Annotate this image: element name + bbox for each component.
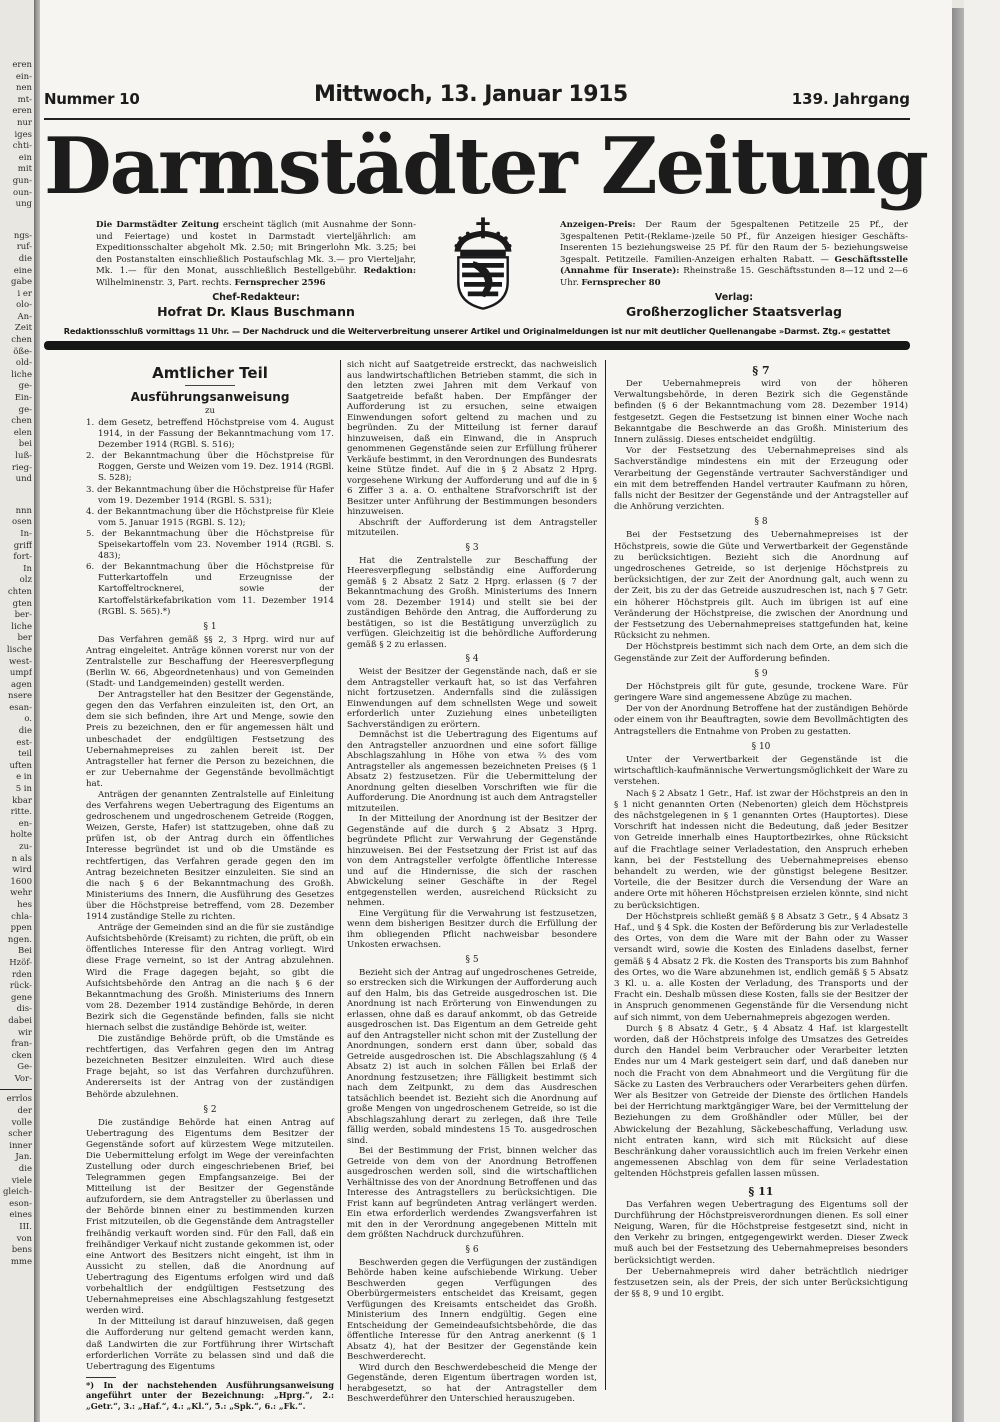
fragment-line: errlos <box>6 1094 32 1105</box>
column-3 <box>614 360 908 1300</box>
fragment-line: die <box>18 1164 32 1175</box>
imprint-label: Die Darmstädter Zeitung <box>96 220 219 230</box>
section-title: Amtlicher Teil <box>152 364 268 382</box>
reference-item: 2. der Bekanntmachung über die Höchstpreise für Roggen, Gerste und Weizen vom 19. Dez. 1914 (RGBl. S. 528); <box>86 451 334 484</box>
fragment-line: uften <box>9 760 32 771</box>
imprint-text: erscheint täglich (mit Ausnahme der Sonn- und Feiertage) und kostet in Darmstadt vierteljährlich: am Expeditionsschalter abgeholt Mk. 2.50; mit Bringerlohn Mk. 3.25; bei den Postanstalten einschließlich Postaufschlag Mk. 3.— pro Vierteljahr, Mk. 1.— für den Monat, ausschließlich Bestellgebühr. <box>96 220 416 276</box>
fragment-line: Jan. <box>15 1152 32 1163</box>
fragment-line: griff <box>13 540 32 551</box>
paragraph: Bei der Festsetzung des Uebernahmepreises ist der Höchstpreis, sowie die Güte und Verwertbarkeit der Gegenstände zu berücksichtigen. Bezieht sich die Anordnung auf ungedroschenes Getreide, so ist derjenige Höchstpreis zu berücksichtigen, der zur Zeit der Anordnung galt, auch wenn zu der Zeit, bis zu der das Getreide auszudreschen ist, nach § 7 Getr. ein höherer Höchstpreis gilt. Auch im übrigen ist auf eine Veränderung der Höchstpreise, die zwischen der Anordnung und der Festsetzung des Uebernahmepreises stattgefunden hat, keine Rücksicht zu nehmen. <box>614 530 908 642</box>
fragment-line: olo- <box>16 300 32 311</box>
fragment-line: eren <box>12 60 32 70</box>
fragment-line: scher <box>8 1129 32 1140</box>
advertising-info <box>560 220 908 289</box>
fragment-line: lische <box>6 644 32 655</box>
fragment-line: nur <box>16 117 32 128</box>
fragment-line: Ein- <box>14 393 32 404</box>
fragment-line: die <box>18 726 32 737</box>
publisher-role: Verlag: <box>714 292 754 303</box>
imprint-text: Wilhelminenstr. 3, Part. rechts. <box>96 277 235 288</box>
publisher-name: Großherzoglicher Staatsverlag <box>626 304 842 319</box>
paragraph: Der von der Anordnung Betroffene hat der zuständigen Behörde oder einem von ihr Beauftragten, sowie dem Bevollmächtigten des Antragstellers die Entnahme von Proben zu gestatten. <box>614 704 908 737</box>
paragraph: In der Mitteilung der Anordnung ist der Besitzer der Gegenstände auf die durch § 2 Absatz 3 Hprg. begründete Pflicht zur Verwahrung der Gegenstände hinzuweisen. Bei der Festsetzung der Frist ist auf das von dem Antragsteller verfolgte öffentliche Interesse und auf die Hindernisse, die sich der raschen Abwickelung seiner Geschäfte in der Regel entgegenstellen werden, ausreichend Rücksicht zu nehmen. <box>347 814 597 908</box>
fragment-line: ngen. <box>7 934 32 945</box>
masthead-rule <box>44 118 910 120</box>
paragraph: Das Verfahren wegen Uebertragung des Eigentums soll der Durchführung der Höchstpreisverordnungen dienen. Es soll einer Neigung, Waren, für die Höchstpreise festgesetzt sind, nicht in den Verkehr zu bringen, entgegengewirkt werden. Dieser Zweck muß auch bei der Festsetzung des Uebernahmepreises besonders berücksichtigt werden. <box>614 1199 908 1266</box>
fragment-line: eines <box>9 1210 32 1221</box>
fragment-line: 5 in <box>15 784 32 795</box>
paragraph: Bezieht sich der Antrag auf ungedroschenes Getreide, so erstrecken sich die Wirkungen der Aufforderung auch auf den Halm, bis das Getreide ausgedroschen ist. Die Anordnung ist nach Erörterung von Einwendungen zu erlassen, ohne daß es darauf ankommt, ob das Getreide ausgedroschen ist. Das Eigentum an dem Getreide geht auf den Antragsteller nicht schon mit der Zustellung der Anordnungen, sondern erst dann über, sobald das Getreide ausgedroschen ist. Die Abschlagszahlung (§ 4 Absatz 2) ist auch in solchen Fällen bei Erlaß der Anordnung festzusetzen; ihre Fälligkeit bestimmt sich nach dem Zeitpunkt, zu dem das Ausdreschen tatsächlich beendet ist. Bezieht sich die Anordnung auf große Mengen von ungedroschenem Getreide, so ist die Abschlagszahlung derart zu zerlegen, daß ihre Teile fällig werden, sobald mindestens 15 To. ausgedroschen sind. <box>347 967 597 1146</box>
paragraph: Der Höchstpreis gilt für gute, gesunde, trockene Ware. Für geringere Ware sind angemessene Abzüge zu machen. <box>614 681 908 704</box>
fragment-line: chen <box>11 416 32 427</box>
fragment-line: est- <box>16 737 32 748</box>
fragment-line: eine <box>13 265 32 276</box>
column-2 <box>347 360 597 1405</box>
paragraph-heading: § 10 <box>751 741 771 752</box>
paragraph: Beschwerden gegen die Verfügungen der zuständigen Behörde haben keine aufschiebende Wirkung. Ueber Beschwerden gegen Verfügungen des Oberbürgermeisters entscheidet das Kreisamt, gegen Verfügungen des Kreisamts entscheidet das Großh. Ministerium des Innern endgültig. Gegen eine Entscheidung der Gemeindeaufsichtsbehörde, die das öffentliche Interesse für den Antrag anerkennt (§ 1 Absatz 4), hat der Besitzer der Gegenstände kein Beschwerderecht. <box>347 1257 597 1362</box>
fragment-line: rden <box>11 969 32 980</box>
volume-year: 139. Jahrgang <box>791 90 910 108</box>
title-divider <box>185 385 235 386</box>
fragment-line: Hzöf- <box>9 957 32 968</box>
paragraph: Der Antragsteller hat den Besitzer der Gegenstände, gegen den das Verfahren einzuleiten ist, den Ort, an dem sie sich befinden, ihre Art und Menge, sowie den Preis zu bezeichnen, den er für angemessen hält und unbeschadet der endgültigen Festsetzung des Uebernahmepreises zu zahlen bereit ist. Der Antragsteller hat ferner die Person zu bezeichnen, die er zur Uebernahme der Gegenstände bevollmächtigt hat. <box>86 690 334 789</box>
fragment-line: gene <box>11 992 32 1003</box>
fragment-line: olz <box>19 575 32 586</box>
fragment-line: wehr <box>10 888 32 899</box>
fragment-line: rieg- <box>11 462 32 473</box>
paragraph: Eine Vergütung für die Verwahrung ist festzusetzen, wenn dem bisherigen Besitzer durch die Erfüllung der ihm obliegenden Pflicht nachweisbar besondere Unkosten erwachsen. <box>347 908 597 950</box>
fragment-line: eren <box>12 106 32 117</box>
fragment-line: gun- <box>12 175 32 186</box>
hessian-coat-of-arms-icon <box>445 215 521 311</box>
fragment-line: Ge- <box>17 1062 32 1073</box>
issue-date: Mittwoch, 13. Januar 1915 <box>314 82 628 107</box>
fragment-line: bei <box>18 439 32 450</box>
fragment-line: elen <box>13 427 32 438</box>
fragment-line: iges <box>14 129 32 140</box>
article-heading-zu: zu <box>204 406 216 416</box>
paragraph: Durch § 8 Absatz 4 Getr., § 4 Absatz 4 Haf. ist klargestellt worden, daß der Höchstpreis infolge des Umsatzes des Getreides durch den Handel beim Verbraucher oder Verarbeiter letzten Endes nur um 4 Mark gesteigert sein darf, und daß daneben nur noch die Fracht von dem Abnahmeort und die Vergütung für die Säcke zu Lasten des Verbrauchers oder Verarbeiters gehen dürfen. Wer als Besitzer von Getreide der Dienste des örtlichen Handels bei der Herrichtung marktgängiger Ware, bei der Vermittelung der Beziehungen zu dem Großhändler oder Müller, bei der Abwickelung der Bezahlung, Säckebeschaffung, Verladung usw. nicht entraten kann, wird sich mit Rücksicht auf diese Beschränkung daher voraussichtlich auch im freien Verkehr einen angemessenen Abschlag von dem für seine Verladestation geltenden Höchstpreis gefallen lassen müssen. <box>614 1023 908 1180</box>
imprint-label: Redaktion: <box>363 266 416 276</box>
fragment-line: fort- <box>13 552 32 563</box>
fragment-line: der <box>17 1106 32 1117</box>
fragment-line: volle <box>11 1117 32 1128</box>
header-thick-rule <box>44 341 910 350</box>
paragraph: Abschrift der Aufforderung ist dem Antragsteller mitzuteilen. <box>347 517 597 538</box>
fragment-line: wir <box>17 1027 32 1038</box>
fragment-line: nsere <box>8 691 32 702</box>
fragment-line: chti- <box>12 141 32 152</box>
paragraph: Bei der Bestimmung der Frist, binnen welcher das Getreide von dem von der Anordnung Betroffenen ausgedroschen werden soll, sind die wirtschaftlichen Verhältnisse des von der Anordnung Betroffenen und das Interesse des Antragstellers zu berücksichtigen. Die Frist kann auf begründeten Antrag verlängert werden. Ein etwa erforderlich werdendes Zwangsverfahren ist mit den in der Verordnung angegebenen Mitteln mit dem größten Nachdruck durchzuführen. <box>347 1146 597 1240</box>
fragment-line: esan- <box>9 702 32 713</box>
fragment-line: An- <box>17 311 32 322</box>
paragraph: Nach § 2 Absatz 1 Getr., Haf. ist zwar der Höchstpreis an den in § 1 nicht genannten Orten (Nebenorten) gleich dem Höchstpreis des nächstgelegenen in § 1 genannten Ortes (Hauptortes). Diese Vorschrift hat indessen nicht die Bedeutung, daß jeder Besitzer von Getreide innerhalb eines Hauptortbezirkes, ohne Rücksicht auf die Frachtlage seiner Verladestation, den Anspruch erheben kann, bei der Feststellung des Uebernahmepreises ebenso behandelt zu werden, wie der günstigst belegene Besitzer. Vorteile, die der Besitzer durch die Versendung der Ware an andere Orte mit höheren Höchstpreisen erzielen könnte, sind nicht zu berücksichtigen. <box>614 788 908 911</box>
paragraph-heading: § 9 <box>754 668 768 679</box>
fragment-line: n als <box>11 853 32 864</box>
masthead-top-line <box>44 82 910 116</box>
imprint-text: Der Raum der 5gespaltenen Petitzeile 25 Pf., der 3gespaltenen Petit-(Reklame-)zeile 50 Pf., für Anzeigen hiesiger Geschäfts-Inserenten 15 beziehungsweise 25 Pf. für den Raum der 5- beziehungsweise 3gespalt. Petitzeile. Familien-Anzeigen erhalten Rabatt. — <box>560 220 908 265</box>
paragraph-heading: § 2 <box>203 1104 217 1115</box>
paragraph: Das Verfahren gemäß §§ 2, 3 Hprg. wird nur auf Antrag eingeleitet. Anträge können vorerst nur von der Zentralstelle zur Beschaffung der Heeresverpflegung (Berlin W. 66, Abgeordnetenhaus) und von Gemeinden (Stadt- und Landgemeinden) gestellt werden. <box>86 634 334 690</box>
paragraph-heading: § 6 <box>465 1244 479 1255</box>
fragment-line: inner <box>9 1140 32 1151</box>
fragment-line: ppen <box>10 923 32 934</box>
reference-item: 3. der Bekanntmachung über die Höchstpreise für Hafer vom 19. Dezember 1914 (RGBl. S. 531); <box>86 484 334 506</box>
paragraph: Anträgen der genannten Zentralstelle auf Einleitung des Verfahrens wegen Uebertragung des Eigentums an gedroschenem und ungedroschenem Getreide (Roggen, Weizen, Gerste, Hafer) ist stattzugeben, ohne daß zu prüfen ist, ob der Antrag durch ein öffentliches Interesse begründet ist und ob die Umstände es rechtfertigen, das Verfahren gerade gegen den im Antrag bezeichneten Besitzer einzuleiten. Sie sind an die nach § 6 der Bekanntmachung des Großh. Ministeriums des Innern, die Ausführung des Gesetzes über die Höchstpreise betreffend, vom 28. Dezember 1914 zuständige Stelle zu richten. <box>86 790 334 923</box>
fragment-line: ein- <box>15 71 32 82</box>
paragraph: Die zuständige Behörde prüft, ob die Umstände es rechtfertigen, das Verfahren gegen den im Antrag bezeichneten Besitzer einzuleiten. Wird auch diese Frage bejaht, so ist das Verfahren durchzuführen. Andererseits ist der Antrag von der zuständigen Behörde abzulehnen. <box>86 1034 334 1100</box>
paragraph-heading: § 11 <box>748 1184 774 1198</box>
fragment-line: In <box>23 563 32 574</box>
fragment-line: teil <box>18 749 32 760</box>
fragment-line: ber <box>17 633 32 644</box>
imprint-label: Anzeigen-Preis: <box>560 220 636 230</box>
paragraph: Der Höchstpreis bestimmt sich nach dem Orte, an dem sich die Gegenstände zur Zeit der Aufforderung befinden. <box>614 642 908 664</box>
fragment-line: luß- <box>15 451 32 461</box>
fragment-line: mit <box>17 164 32 175</box>
paragraph: Der Höchstpreis schließt gemäß § 8 Absatz 3 Getr., § 4 Absatz 3 Haf., und § 4 Spk. die Kosten der Beförderung bis zur Verladestelle des Ortes, von dem die Ware mit der Bahn oder zu Wasser versandt wird, sowie die Kosten des Einladens daselbst, ferner gemäß § 4 Absatz 2 Fk. die Kosten des Transports bis zum Bahnhof des Ortes, wo die Ware abzunehmen ist, endlich gemäß § 5 Absatz 3 Kl. u. a. alle Kosten der Verladung, des Transports und der Fracht ein. Deshalb müssen diese Kosten, falls sie der Besitzer der in Anspruch genommenen Gegenstände für die Versendung nicht auf sich nimmt, von dem Uebernahmepreis abgezogen werden. <box>614 911 908 1023</box>
fragment-line: ngs- <box>13 230 32 241</box>
subscription-info <box>96 220 416 289</box>
fragment-line: nen <box>16 83 32 94</box>
fragment-line: eson- <box>9 1198 32 1209</box>
fragment-line: cken <box>11 1050 32 1061</box>
fragment-line: oun- <box>13 187 32 198</box>
imprint-label: Geschäftsstelle (Annahme für Inserate): <box>560 254 908 276</box>
fragment-line: öße- <box>13 346 32 357</box>
fragment-line: en- <box>18 818 32 829</box>
paragraph: Wird durch den Beschwerdebescheid die Menge der Gegenstände, deren Eigentum übertragen worden ist, herabgesetzt, so hat der Antragsteller dem Beschwerdeführer den Unterschied herauszugeben. <box>347 1362 597 1404</box>
editor-role: Chef-Redakteur: <box>212 292 300 303</box>
paragraph-heading: § 1 <box>203 621 217 632</box>
editorial-notice: Redaktionsschluß vormittags 11 Uhr. — Der Nachdruck und die Weiterverbreitung unserer Artikel und Originalmeldungen ist nur mit deutlicher Quellenangabe »Darmst. Ztg.« gestattet <box>63 326 891 336</box>
fragment-line: ruf- <box>16 242 32 253</box>
fragment-line: ge- <box>18 404 32 415</box>
publisher-block <box>560 292 908 319</box>
paragraph: Vor der Festsetzung des Uebernahmepreises sind als Sachverständige mindestens ein mit der Erzeugung oder Verarbeitung der Gegenstände vertrauter Sachverständiger und ein mit dem betreffenden Handel vertrauter Kaufmann zu hören, falls nicht der Besitzer der Gegenstände und der Antragsteller auf die Anhörung verzichten. <box>614 446 908 513</box>
paragraph: Anträge der Gemeinden sind an die für sie zuständige Aufsichtsbehörde (Kreisamt) zu richten, die prüft, ob ein öffentliches Interesse für den Antrag vorliegt. Wird diese Frage verneint, so ist der Antrag abzulehnen. Wird die Frage dagegen bejaht, so gibt die Aufsichtsbehörde den Antrag an die nach § 6 der Bekanntmachung des Großh. Ministeriums des Innern vom 28. Dezember 1914 zuständige Behörde, in deren Bezirk sich die Gegenstände befinden, falls sie nicht hiernach selbst die zuständige Behörde ist, weiter. <box>86 923 334 1033</box>
fragment-line: Vor- <box>14 1073 32 1084</box>
paragraph: In der Mitteilung ist darauf hinzuweisen, daß gegen die Aufforderung nur geltend gemacht werden kann, daß Landwirten die zur Fortführung ihrer Wirtschaft erforderlichen Vorräte zu belassen sind und daß die Uebertragung des Eigentums <box>86 1317 334 1372</box>
fragment-line: mt- <box>17 94 32 105</box>
editor-block <box>96 292 416 319</box>
fragment-line: Zeit <box>14 323 32 334</box>
fragment-line: Bei <box>18 946 32 957</box>
paragraph: Der Uebernahmepreis wird von der höheren Verwaltungsbehörde, in deren Bezirk sich die Gegenstände befinden (§ 6 der Bekanntmachung vom 28. Dezember 1914) festgesetzt. Gegen die Festsetzung ist binnen einer Woche nach Bekanntgabe die Beschwerde an das Großh. Ministerium des Innern zulässig. Dieses entscheidet endgültig. <box>614 379 908 446</box>
paragraph: Weist der Besitzer der Gegenstände nach, daß er sie dem Antragsteller verkauft hat, so ist das Verfahren nicht fortzusetzen. Andernfalls sind die zulässigen Einwendungen auf dem schnellsten Wege und soweit erforderlich unter Zuziehung eines unbeteiligten Sachverständigen zu erörtern. <box>347 667 597 730</box>
fragment-line: old- <box>15 358 32 369</box>
fragment-line: hes <box>17 899 32 910</box>
page-edge <box>952 8 964 1422</box>
fragment-line: agen <box>10 679 32 690</box>
fragment-line: mme <box>10 1256 32 1267</box>
fragment-line: ritte. <box>10 807 32 818</box>
fragment-line: wird <box>12 865 32 876</box>
footnote: *) In der nachstehenden Ausführungsanweisung angeführt unter der Bezeichnung: „Hprg.“, 2.: „Getr.“, 3.: „Haf.“, 4.: „Kl.“, 5.: „Spk.“, 6.: „Fk.“. <box>86 1379 334 1411</box>
fragment-line: kbar <box>12 795 32 806</box>
fragment-line: 1600 <box>10 876 32 887</box>
fragment-line: fran- <box>11 1039 32 1050</box>
reference-item: 5. der Bekanntmachung über die Höchstpreise für Speisekartoffeln vom 23. November 1914 (RGBl. S. 483); <box>86 528 334 562</box>
previous-page-fragment <box>0 60 32 1268</box>
fragment-line: rück- <box>9 981 32 992</box>
paragraph-heading: § 4 <box>465 654 479 664</box>
paragraph: Die zuständige Behörde hat einen Antrag auf Uebertragung des Eigentums dem Besitzer der Gegenstände sofort auf kürzestem Wege mitzuteilen. Die Uebermittelung erfolgt im Wege der vereinfachten Zustellung oder durch eingeschriebenen Brief, bei Telegrammen gegen Empfangsanzeige. Bei der Mitteilung ist der Besitzer der Gegenstände aufzufordern, sie dem Antragsteller zu überlassen und der Behörde binnen einer zu bestimmenden kurzen Frist mitzuteilen, ob die Gegenstände dem Antragsteller freihändig verkauft worden sind. Für den Fall, daß ein freihändiger Verkauf nicht zustande gekommen ist, oder eine Antwort des Besitzers nicht eingeht, ist ihm in Aussicht zu stellen, daß die Anordnung auf Uebertragung des Eigentums erfolgen wird und daß vorbehaltlich der endgültigen Festsetzung des Uebernahmepreises eine Abschlagszahlung festgesetzt werden wird. <box>86 1117 334 1317</box>
imprint-text: Rheinstraße 15. Geschäftsstunden 8—12 und 2—6 Uhr. <box>560 266 908 288</box>
page-margin <box>964 0 1000 1422</box>
reference-item: 4. der Bekanntmachung über die Höchstpreise für Kleie vom 5. Januar 1915 (RGBl. S. 12); <box>86 506 334 528</box>
fragment-line: ung <box>15 199 32 210</box>
paragraph-heading: § 3 <box>465 542 479 553</box>
column-1 <box>86 360 334 1411</box>
fragment-line: die <box>18 253 32 264</box>
column-rule <box>340 360 341 1390</box>
fragment-line: dabei <box>8 1015 32 1026</box>
paragraph: Demnächst ist die Uebertragung des Eigentums auf den Antragsteller anzuordnen und eine sofort fällige Abschlagszahlung in Höhe von etwa ⅔ des vom Antragsteller als angemessen bezeichneten Preises (§ 1 Absatz 2) festzusetzen. Für die Uebermittelung der Anordnung gelten dieselben Vorschriften wie für die Aufforderung. Die Anordnung ist auch dem Antragsteller mitzuteilen. <box>347 730 597 814</box>
fragment-line: chla- <box>11 911 32 922</box>
fragment-line: und <box>15 474 32 485</box>
fragment-line: o. <box>24 714 32 725</box>
reference-item: 6. der Bekanntmachung über die Höchstpreise für Futterkartoffeln und Erzeugnisse der Kartoffeltrocknerei, sowie der Kartoffelstärkefabrikation vom 11. Dezember 1914 (RGBl. S. 565).*) <box>86 562 334 617</box>
paragraph: Hat die Zentralstelle zur Beschaffung der Heeresverpflegung selbständig eine Aufforderung gemäß § 2 Absatz 2 Satz 2 Hprg. erlassen (§ 7 der Bekanntmachung des Großh. Ministeriums des Innern vom 28. Dezember 1914) und stellt sie bei der zuständigen Behörde den Antrag, die Aufforderung zu bestätigen, so ist die Bestätigung unverzüglich zu verfügen. Gleichzeitig ist die behördliche Aufforderung gemäß § 2 zu erlassen. <box>347 555 597 650</box>
fragment-line: gabe <box>11 277 32 288</box>
fragment-line: chen <box>11 335 32 346</box>
issue-number: Nummer 10 <box>44 90 140 108</box>
fragment-line: liche <box>11 369 32 380</box>
fragment-line: von <box>16 1233 32 1244</box>
fragment-line: zu- <box>19 842 32 852</box>
column-rule <box>605 360 606 1390</box>
paragraph: Der Uebernahmepreis wird daher beträchtlich niedriger festzusetzen sein, als der Preis, der sich unter Berücksichtigung der §§ 8, 9 und 10 ergibt. <box>614 1266 908 1300</box>
continued-paragraph: sich nicht auf Saatgetreide erstreckt, das nachweislich aus landwirtschaftlichen Betrieben stammt, die sich in den letzten zwei Jahren mit dem Verkauf von Saatgetreide befaßt haben. Der Empfänger der Aufforderung ist zu ersuchen, seine etwaigen Einwendungen sofort geltend zu machen und zu begründen. Zu der Mitteilung ist ferner darauf hinzuweisen, daß ein Einwand, die in Anspruch genommenen Gegenstände seien zur Erfüllung früherer Verkäufe bestimmt, in den Verordnungen des Bundesrats keine Stütze findet. Auf die in § 2 Absatz 2 Hprg. vorgesehene Wirkung der Aufforderung und auf die in § 6 Ziffer 3 a. a. O. enthaltene Strafvorschrift ist der Besitzer unter Anführung der Bestimmungen besonders hinzuweisen. <box>347 360 597 517</box>
fragment-line: west- <box>9 656 32 667</box>
fragment-line: dis- <box>16 1004 32 1015</box>
fragment-line: bens <box>11 1245 32 1256</box>
fragment-line: gleich- <box>2 1187 32 1198</box>
article-heading: Ausführungsanweisung <box>130 390 290 404</box>
paragraph-heading: § 5 <box>465 954 479 965</box>
fragment-line: ein <box>18 152 32 163</box>
paragraph-heading: § 8 <box>754 517 768 528</box>
footnote-rule <box>86 1377 116 1378</box>
fragment-line: holte <box>10 830 32 841</box>
imprint-label: Fernsprecher 80 <box>581 277 661 288</box>
newspaper-title: Darmstädter Zeitung <box>44 121 927 212</box>
fragment-line: viele <box>11 1175 32 1186</box>
fragment-line: In- <box>20 528 32 539</box>
fragment-line: ge- <box>18 381 32 392</box>
fragment-line: liche <box>11 621 32 632</box>
paragraph-heading: § 7 <box>752 364 770 377</box>
fragment-line: e in <box>16 772 32 783</box>
imprint-label: Fernsprecher 2596 <box>234 277 326 288</box>
fragment-line: ber- <box>14 610 32 621</box>
fragment-line: umpf <box>9 668 32 679</box>
fragment-line: i er <box>17 288 32 299</box>
fragment-line: osen <box>12 517 32 528</box>
paragraph: Unter der Verwertbarkeit der Gegenstände ist die wirtschaftlich-kaufmännische Verwertungsmöglichkeit der Ware zu verstehen. <box>614 754 908 788</box>
fragment-line: gten <box>12 598 32 609</box>
fragment-line: III. <box>19 1222 32 1232</box>
fragment-line: chten <box>7 586 32 597</box>
fragment-line: nnn <box>15 505 32 516</box>
editor-name: Hofrat Dr. Klaus Buschmann <box>157 304 355 319</box>
reference-item: 1. dem Gesetz, betreffend Höchstpreise vom 4. August 1914, in der Fassung der Bekanntmachung vom 17. Dezember 1914 (RGBl. S. 516); <box>86 418 334 451</box>
